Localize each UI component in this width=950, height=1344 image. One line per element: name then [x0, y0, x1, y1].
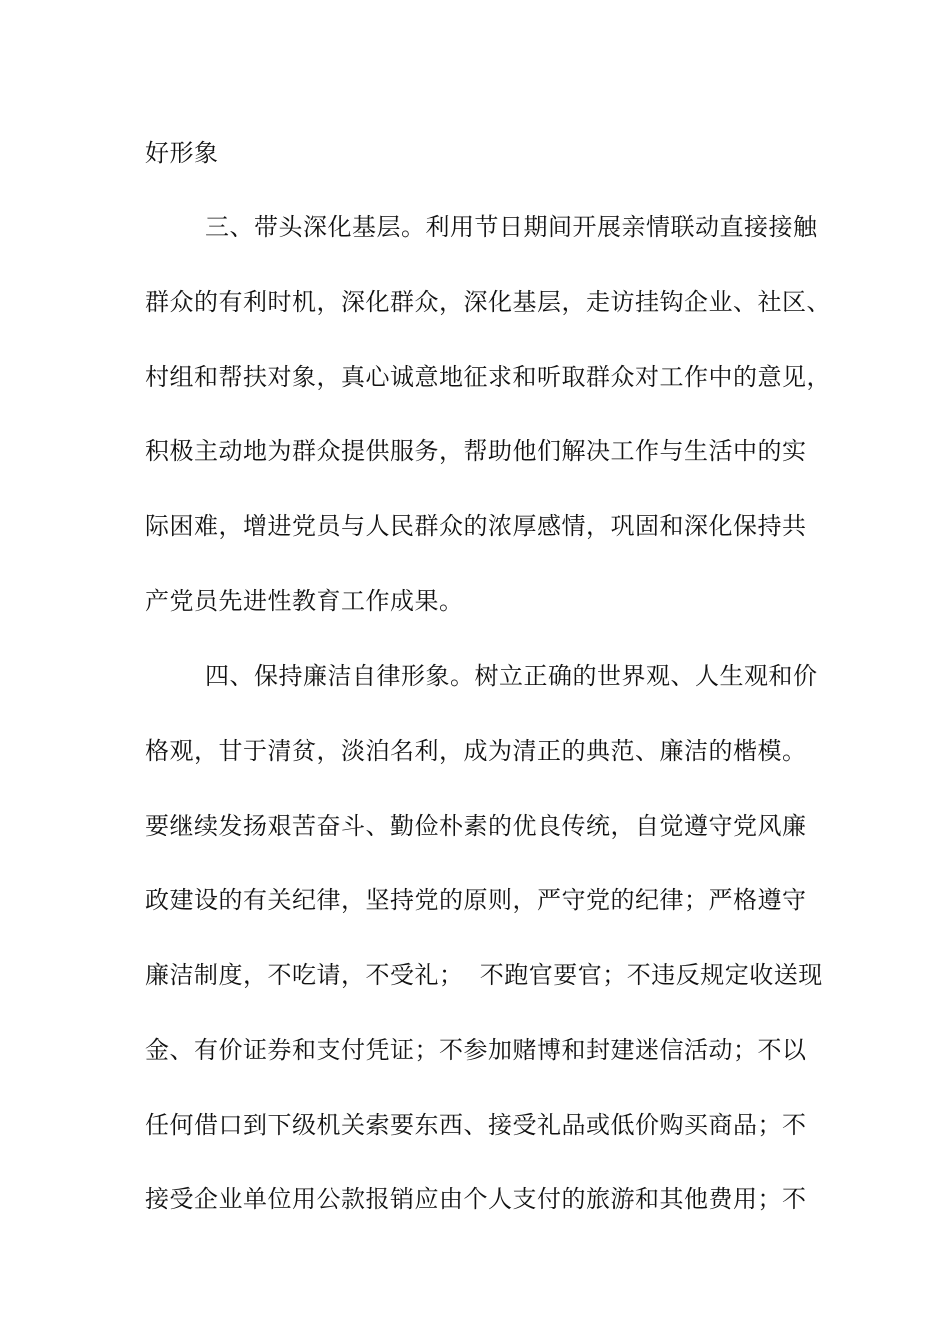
text-line: 群众的有利时机，深化群众，深化基层，走访挂钩企业、社区、	[145, 288, 831, 316]
text-line: 际困难，增进党员与人民群众的浓厚感情，巩固和深化保持共	[145, 512, 807, 540]
text-line: 廉洁制度，不吃请，不受礼； 不跑官要官；不违反规定收送现	[145, 961, 823, 989]
text-line: 好形象	[145, 139, 219, 167]
text-line: 要继续发扬艰苦奋斗、勤俭朴素的优良传统，自觉遵守党风廉	[145, 812, 807, 840]
text-line: 金、有价证券和支付凭证；不参加赌博和封建迷信活动；不以	[145, 1036, 807, 1064]
text-line: 村组和帮扶对象，真心诚意地征求和听取群众对工作中的意见，	[145, 363, 831, 391]
text-line: 政建设的有关纪律，坚持党的原则，严守党的纪律；严格遵守	[145, 886, 807, 914]
text-line: 接受企业单位用公款报销应由个人支付的旅游和其他费用；不	[145, 1185, 807, 1213]
text-line: 格观，甘于清贫，淡泊名利，成为清正的典范、廉洁的楷模。	[145, 737, 807, 765]
section-heading-line: 四、保持廉洁自律形象。树立正确的世界观、人生观和价	[205, 662, 818, 690]
text-line: 任何借口到下级机关索要东西、接受礼品或低价购买商品；不	[145, 1111, 807, 1139]
text-line: 产党员先进性教育工作成果。	[145, 587, 464, 615]
section-heading-line: 三、带头深化基层。利用节日期间开展亲情联动直接接触	[205, 213, 818, 241]
text-line: 积极主动地为群众提供服务，帮助他们解决工作与生活中的实	[145, 437, 807, 465]
